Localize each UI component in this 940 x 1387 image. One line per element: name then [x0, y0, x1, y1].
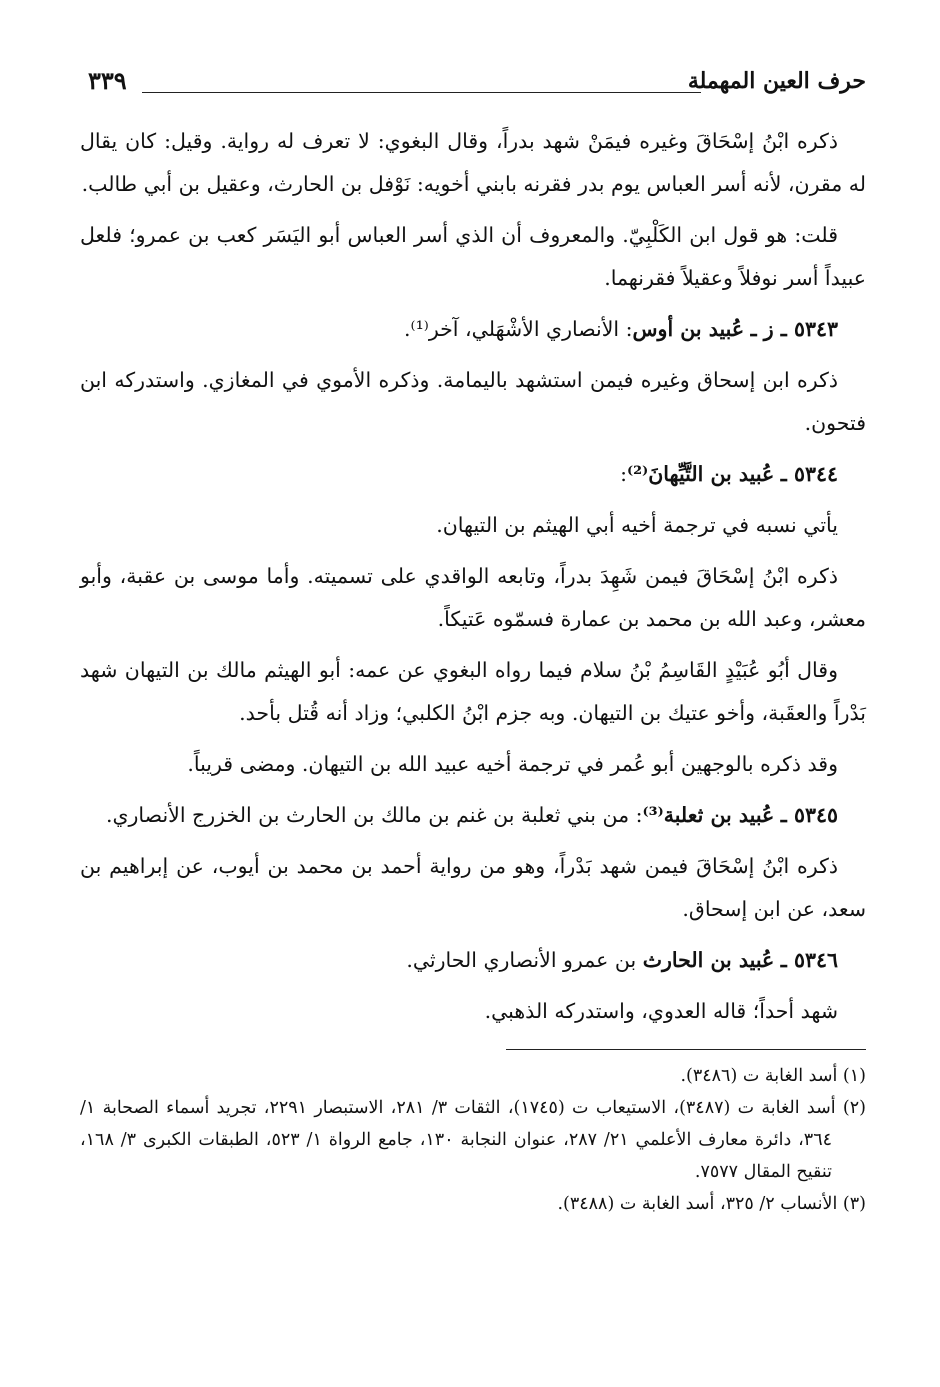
entry-name: عُبيد بن التَّيِّهانَ⁽²⁾	[627, 462, 775, 486]
paragraph: شهد أحداً؛ قاله العدوي، واستدركه الذهبي.	[484, 999, 838, 1023]
paragraph: يأتي نسبه في ترجمة أخيه أبي الهيثم بن التيهان.	[436, 513, 838, 537]
paragraph: ذكره ابْنُ إسْحَاقَ فيمن شهد بَدْراً، وهو من رواية أحمد بن محمد بن أيوب، عن إبراهيم بن سعد، عن ابن إسحاق.	[80, 854, 866, 921]
footnote-2: (٢) أسد الغابة ت (٣٤٨٧)، الاستيعاب ت (١٧٤٥)، الثقات ٣/ ٢٨١، الاستبصار ٢٢٩١، تجريد أسماء الصحابة ١/ ٣٦٤، دائرة معارف الأعلمي ٢١/ ٢٨٧، عنوان النجابة ١٣٠، جامع الرواة ١/ ٥٢٣، الطبقات الكبرى ٣/ ١٦٨، تنقيح المقال ٧٥٧٧.	[80, 1098, 866, 1182]
page-header	[80, 62, 866, 102]
chapter-title: حرف العين المهملة	[687, 68, 866, 94]
main-text	[80, 120, 866, 1033]
footnote-1: (١) أسد الغابة ت (٣٤٨٦).	[680, 1066, 866, 1086]
paragraph: قلت: هو قول ابن الكَلْبِيّ. والمعروف أن الذي أسر العباس أبو اليَسَر كعب بن عمرو؛ فلعل عبيداً أسر نوفلاً وعقيلاً فقرنهما.	[80, 223, 866, 290]
entry-description: : الأنصاري الأشْهَلي، آخر⁽¹⁾.	[404, 317, 633, 341]
entry-number: ٥٣٤٤ ـ	[780, 462, 838, 486]
book-page	[80, 62, 866, 1220]
entry-name: عُبيد بن أوس	[632, 317, 745, 341]
entry-description: : من بني ثعلبة بن غنم بن مالك بن الحارث بن الخزرج الأنصاري.	[105, 803, 643, 827]
header-rule	[142, 92, 701, 93]
entry-number: ٥٣٤٥ ـ	[780, 803, 838, 827]
entry-number: ٥٣٤٣ ـ ز ـ	[750, 317, 838, 341]
entry-5346	[80, 939, 866, 982]
entry-number: ٥٣٤٦ ـ	[780, 948, 838, 972]
paragraph: وقد ذكره بالوجهين أبو عُمر في ترجمة أخيه عبيد الله بن التيهان. ومضى قريباً.	[187, 752, 838, 776]
entry-description: بن عمرو الأنصاري الحارثي.	[406, 948, 643, 972]
paragraph: ذكره ابن إسحاق وغيره فيمن استشهد باليمامة. وذكره الأموي في المغازي. واستدركه ابن فتحون.	[80, 368, 866, 435]
footnotes	[80, 1060, 866, 1220]
paragraph: ذكره ابْنُ إسْحَاقَ فيمن شَهِدَ بدراً، وتابعه الواقدي على تسميته. وأما موسى بن عقبة، وأبو معشر، وعبد الله بن محمد بن عمارة فسمّوه عَتيكاً.	[80, 564, 866, 631]
entry-5343	[80, 308, 866, 351]
entry-5345	[80, 794, 866, 837]
paragraph: وقال أبُو عُبَيْدٍ القَاسِمُ بْنُ سلام فيما رواه البغوي عن عمه: أبو الهيثم مالك بن التيهان شهد بَدْراً والعقَبة، وأخو عتيك بن التيهان. وبه جزم ابْنُ الكلبي؛ وزاد أنه قُتل بأحد.	[80, 658, 866, 725]
footnote-rule	[506, 1049, 866, 1050]
entry-5344	[80, 453, 866, 496]
footnote-3: (٣) الأنساب ٢/ ٣٢٥، أسد الغابة ت (٣٤٨٨).	[557, 1194, 866, 1214]
entry-description: :	[620, 462, 628, 486]
page-number: ٣٣٩	[88, 66, 127, 95]
entry-name: عُبيد بن الحارث	[642, 948, 775, 972]
paragraph: ذكره ابْنُ إسْحَاقَ وغيره فيمَنْ شهد بدراً، وقال البغوي: لا تعرف له رواية. وقيل: كان يقال له مقرن، لأنه أسر العباس يوم بدر فقرنه بابني أخويه: نَوْفل بن الحارث، وعقيل بن أبي طالب.	[80, 129, 866, 196]
entry-name: عُبيد بن ثعلبة⁽³⁾	[642, 803, 775, 827]
